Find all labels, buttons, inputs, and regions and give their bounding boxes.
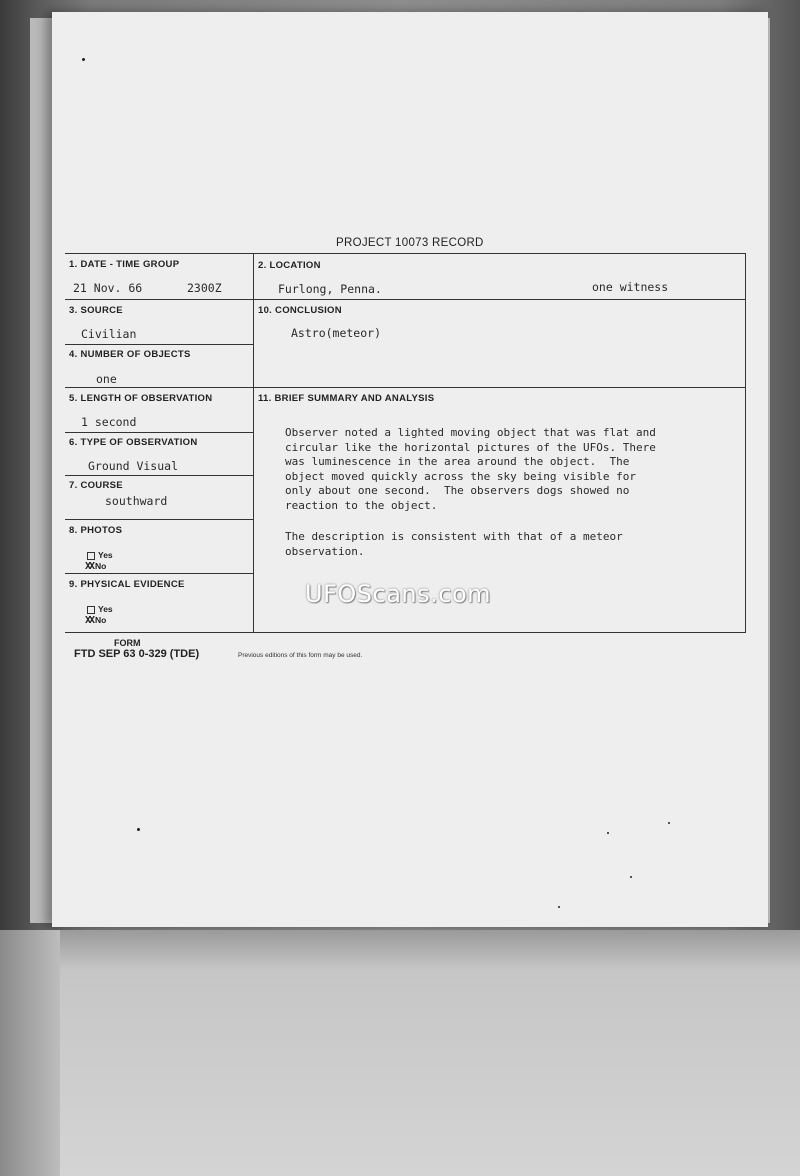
evidence-yes-option[interactable]: Yes xyxy=(87,604,113,614)
form-number: FTD SEP 63 0-329 (TDE) xyxy=(74,648,200,660)
course-label: 7. COURSE xyxy=(69,480,123,491)
speck xyxy=(82,58,85,61)
row-divider xyxy=(65,519,253,520)
location-label: 2. LOCATION xyxy=(258,260,321,271)
speck xyxy=(558,906,560,908)
date-value: 21 Nov. 66 xyxy=(73,281,143,295)
photos-no-mark: XX xyxy=(85,561,94,572)
row-divider xyxy=(65,387,745,388)
speck xyxy=(137,828,140,831)
checkbox-icon xyxy=(87,606,95,614)
length-label: 5. LENGTH OF OBSERVATION xyxy=(69,393,213,404)
form-title: PROJECT 10073 RECORD xyxy=(336,237,484,249)
type-label: 6. TYPE OF OBSERVATION xyxy=(69,437,198,448)
length-value: 1 second xyxy=(81,415,137,429)
source-value: Civilian xyxy=(81,327,137,341)
row-divider xyxy=(65,299,253,300)
speck xyxy=(607,832,609,834)
row-divider xyxy=(65,344,253,345)
conclusion-value: Astro(meteor) xyxy=(291,326,382,340)
summary-paragraph-2: The description is consistent with that of a meteor observation. xyxy=(285,530,623,558)
row-divider xyxy=(253,299,745,300)
speck xyxy=(668,822,670,824)
number-of-objects-label: 4. NUMBER OF OBJECTS xyxy=(69,349,191,360)
row-divider xyxy=(65,573,253,574)
speck xyxy=(630,876,632,878)
row-divider xyxy=(65,432,253,433)
conclusion-label: 10. CONCLUSION xyxy=(258,305,342,316)
photos-no-option[interactable]: XX No xyxy=(85,561,107,572)
checkbox-icon xyxy=(87,552,95,560)
summary-paragraph-1: Observer noted a lighted moving object that was flat and circular like the horizontal pictures of the UFOs. There was luminescence in the area around the object. The object moved quickly across the sky being visible for only about one second. The observers dogs showed no reaction to the object. xyxy=(285,426,656,512)
form-footer xyxy=(74,638,574,668)
evidence-no-option[interactable]: XX No xyxy=(85,615,107,626)
number-of-objects-value: one xyxy=(96,372,117,386)
column-divider xyxy=(253,254,254,632)
record-form xyxy=(65,253,746,633)
evidence-no-mark: XX xyxy=(85,615,94,626)
row-divider xyxy=(65,475,253,476)
source-label: 3. SOURCE xyxy=(69,305,123,316)
physical-evidence-label: 9. PHYSICAL EVIDENCE xyxy=(69,579,185,590)
photos-yes-option[interactable]: Yes xyxy=(87,550,113,560)
time-value: 2300Z xyxy=(187,281,222,295)
location-value: Furlong, Penna. xyxy=(278,282,382,296)
date-time-label: 1. DATE - TIME GROUP xyxy=(69,259,180,270)
lower-page xyxy=(0,930,800,1176)
previous-editions-note: Previous editions of this form may be used. xyxy=(238,652,363,659)
witness-value: one witness xyxy=(592,280,669,294)
watermark: UFOScans.com xyxy=(305,580,491,608)
form-word: FORM xyxy=(114,638,141,648)
course-value: southward xyxy=(105,494,168,508)
photos-label: 8. PHOTOS xyxy=(69,525,123,536)
summary-label: 11. BRIEF SUMMARY AND ANALYSIS xyxy=(258,393,435,404)
lower-page-edge xyxy=(0,930,60,1176)
type-value: Ground Visual xyxy=(88,459,179,473)
